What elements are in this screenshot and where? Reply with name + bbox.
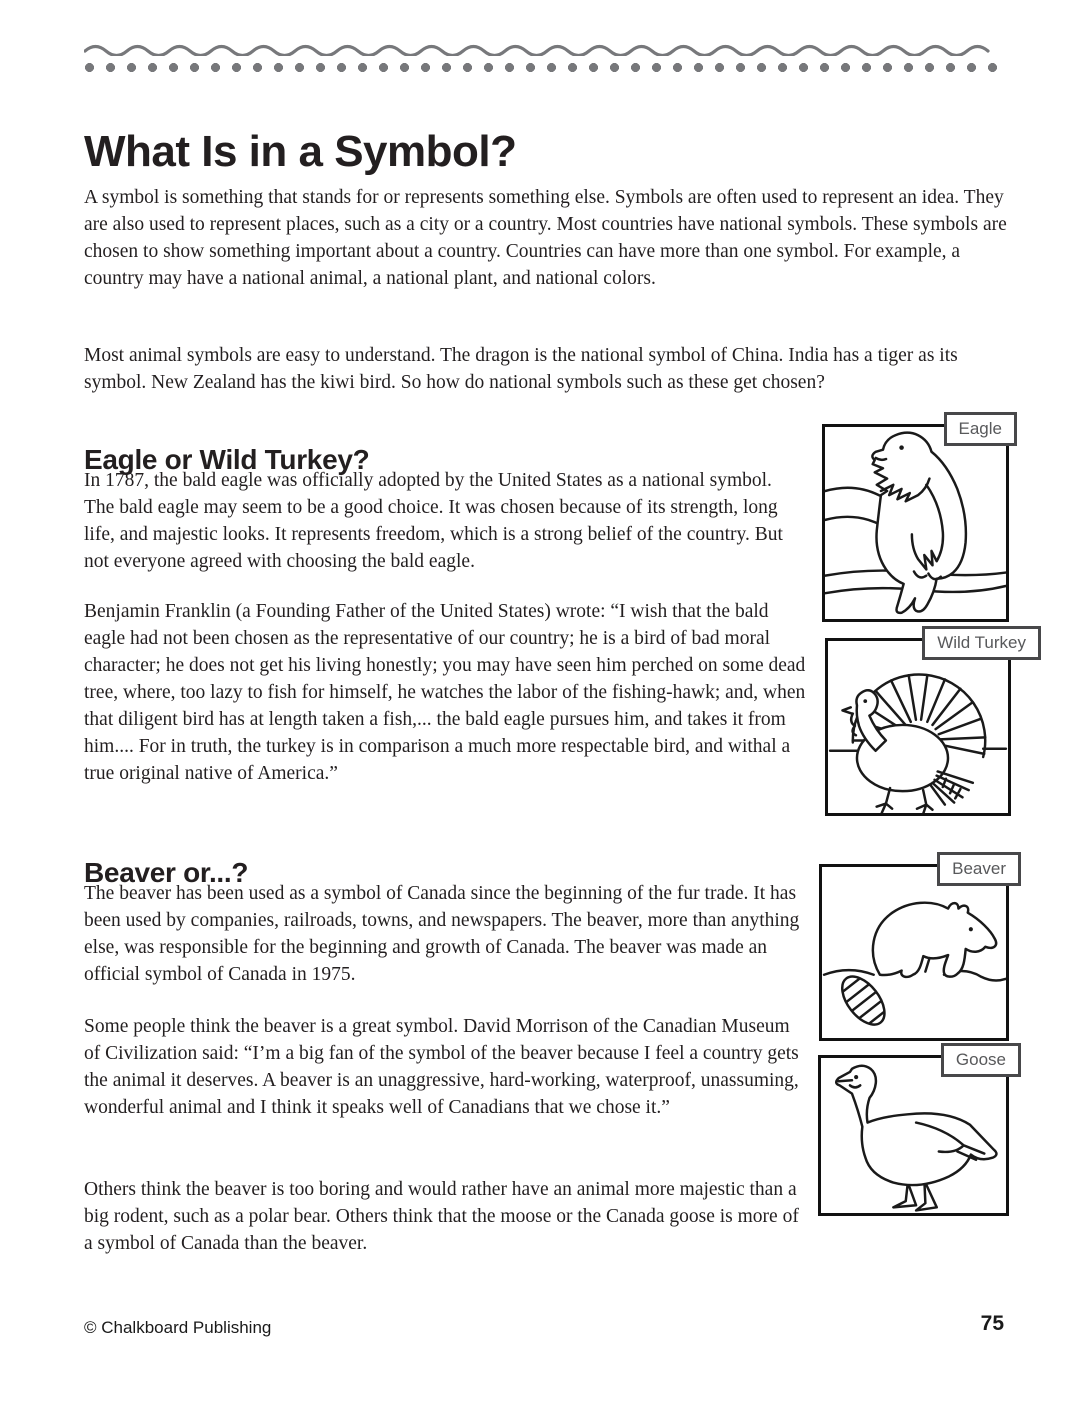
- figure-wild-turkey: [825, 633, 1026, 816]
- eagle-paragraph-1: In 1787, the bald eagle was officially adopted by the United States as a national symbol. The bald eagle may seem to be a good choice. It was chosen because of its strength, long life, and majestic looks. It represents freedom, which is a strong belief of the country. But not everyone agreed with choosing the bald eagle.: [84, 470, 783, 572]
- eagle-illustration: [825, 427, 1006, 619]
- figure-label-beaver: Beaver: [937, 852, 1021, 886]
- figure-goose: [818, 1050, 1009, 1216]
- beaver-paragraph-2: Some people think the beaver is a great symbol. David Morrison of the Canadian Museum of Civilization said: “I’m a big fan of the symbol of the beaver because I feel a country gets the animal it deserves. A beaver is an unaggressive, hard-working, waterproof, unassuming, wonderful animal and I think it speaks well of Canadians that we chose it.”: [84, 1016, 799, 1118]
- figure-eagle: [822, 419, 1009, 622]
- beaver-paragraph-1: The beaver has been used as a symbol of Canada since the beginning of the fur trade. It has been used by companies, railroads, towns, and newspapers. The beaver, more than anything else, was responsible for the beginning and growth of Canada. The beaver was made an official symbol of Canada in 1975.: [84, 883, 800, 985]
- page-title: What Is in a Symbol?: [84, 127, 517, 177]
- wild-turkey-illustration: [828, 641, 1008, 813]
- figure-label-goose: Goose: [941, 1043, 1021, 1077]
- beaver-paragraph-3: Others think the beaver is too boring and would rather have an animal more majestic than a big rodent, such as a polar bear. Others think that the moose or the Canada goose is more of a symbol of Canada than the beaver.: [84, 1179, 799, 1254]
- page-number: 75: [980, 1312, 1004, 1335]
- figure-beaver: [819, 859, 1009, 1041]
- intro-paragraph-1: A symbol is something that stands for or represents something else. Symbols are often used to represent an idea. They are also used to represent places, such as a city or a country. Most countries have national symbols. These symbols are chosen to show something important about a country. Countries can have more than one symbol. For example, a country may have a national animal, a national plant, and national colors.: [84, 187, 1007, 289]
- copyright-notice: © Chalkboard Publishing: [84, 1318, 272, 1337]
- figure-label-wild-turkey: Wild Turkey: [922, 626, 1041, 660]
- section-heading-eagle-or-wild-turkey: Eagle or Wild Turkey?: [84, 444, 370, 476]
- wavy-line-decoration: [84, 40, 1006, 56]
- dots-decoration: [84, 62, 1008, 73]
- figure-label-eagle: Eagle: [944, 412, 1017, 446]
- section-heading-beaver-or: Beaver or...?: [84, 857, 249, 889]
- beaver-illustration: [822, 867, 1006, 1038]
- goose-illustration: [821, 1058, 1006, 1213]
- franklin-quote-paragraph: Benjamin Franklin (a Founding Father of the United States) wrote: “I wish that the bald eagle had not been chosen as the representative of our country; he is a bird of bad moral character; he does not get his living honestly; you may have seen him perched on some dead tree, where, too lazy to fish for himself, he watches the labor of the fishing-hawk; and, when that diligent bird has at length taken a fish,... the bald eagle pursues him, and takes it from him.... For in truth, the turkey is in comparison a much more respectable bird, and withal a true original native of America.”: [84, 601, 806, 784]
- intro-paragraph-2: Most animal symbols are easy to understand. The dragon is the national symbol of China. India has a tiger as its symbol. New Zealand has the kiwi bird. So how do national symbols such as these get chosen?: [84, 345, 958, 393]
